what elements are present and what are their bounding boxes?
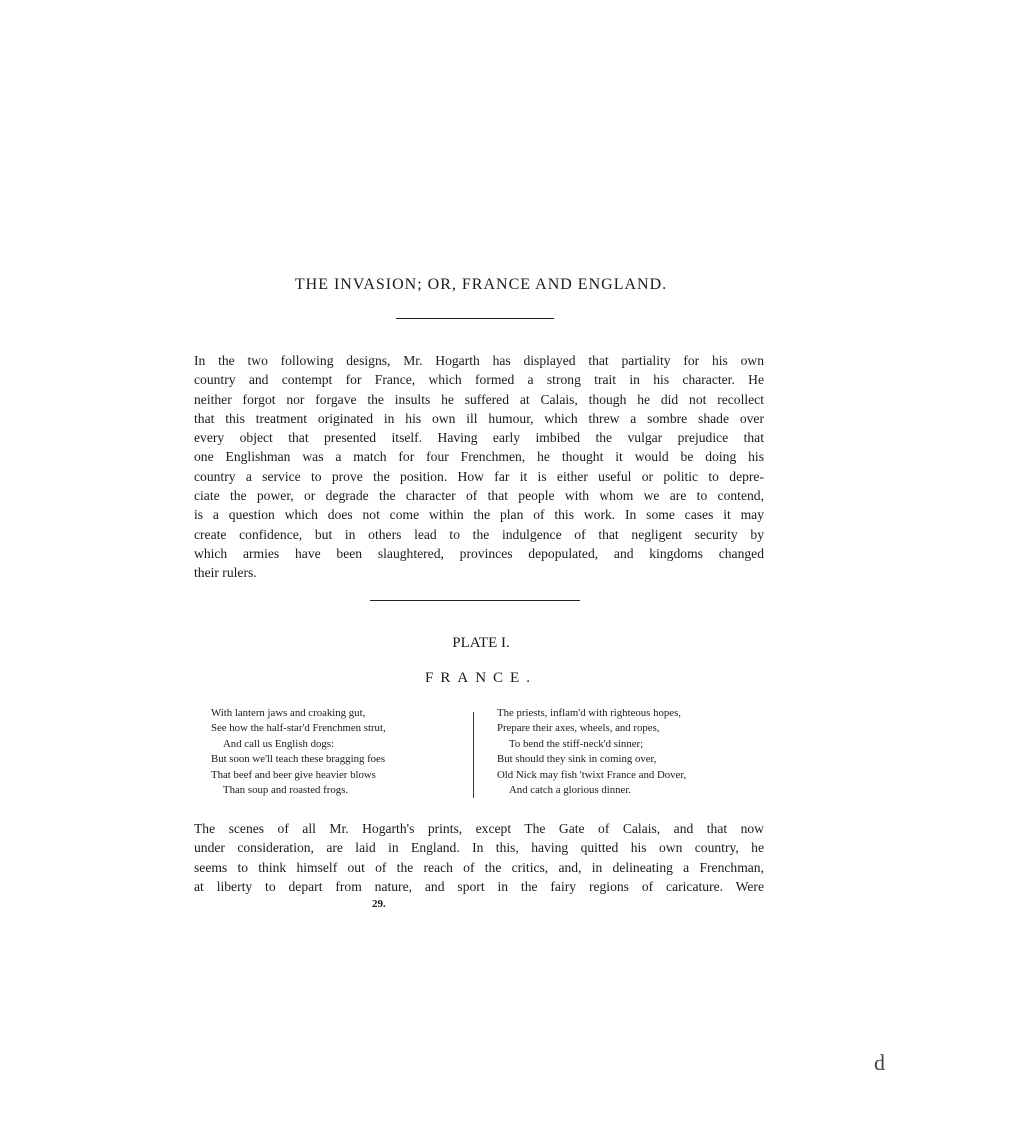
verse-line: See how the half-star'd Frenchmen strut, (211, 722, 386, 735)
intro-line: which armies have been slaughtered, provinces depopulated, and kingdoms changed (194, 545, 764, 561)
intro-line: neither forgot nor forgave the insults he suffered at Calais, though he did not recollect (194, 391, 764, 407)
body-line: seems to think himself out of the reach of the critics, and, in delineating a Frenchman, (194, 859, 764, 875)
verse-line: And catch a glorious dinner. (509, 784, 632, 797)
section-divider (370, 600, 580, 601)
intro-line: country and contempt for France, which formed a strong trait in his character. He (194, 372, 764, 388)
intro-line: one Englishman was a match for four Frenchmen, he thought it would be doing his (194, 449, 764, 465)
body-paragraph (194, 819, 764, 896)
verse-line: And call us English dogs: (223, 737, 334, 750)
body-line: at liberty to depart from nature, and sport in the fairy regions of caricature. Were (194, 878, 764, 894)
verse-line: Than soup and roasted frogs. (223, 784, 349, 797)
verse-line: But soon we'll teach these bragging foes (211, 753, 386, 766)
corner-mark: d (874, 1050, 885, 1075)
verse-divider (473, 712, 474, 798)
verse-right (497, 706, 686, 798)
intro-line: is a question which does not come within the plan of this work. In some cases it may (194, 507, 764, 523)
verse-line: That beef and beer give heavier blows (211, 768, 376, 781)
plate-subheading: FRANCE. (425, 670, 537, 686)
intro-line: every object that presented itself. Having early imbibed the vulgar prejudice that (194, 430, 764, 446)
page-title: THE INVASION; OR, FRANCE AND ENGLAND. (294, 276, 668, 293)
intro-line: ciate the power, or degrade the character of that people with whom we are to contend, (194, 488, 764, 504)
verse-line: But should they sink in coming over, (497, 753, 657, 766)
intro-line: create confidence, but in others lead to the indulgence of that negligent security by (194, 526, 764, 542)
body-line: under consideration, are laid in England. In this, having quitted his own country, he (194, 840, 764, 856)
verse-left (211, 706, 386, 798)
body-line: The scenes of all Mr. Hogarth's prints, except The Gate of Calais, and that now (194, 821, 764, 836)
verse-line: The priests, inflam'd with righteous hopes, (497, 707, 681, 719)
verse-line: Prepare their axes, wheels, and ropes, (497, 722, 660, 735)
verse-line: Old Nick may fish 'twixt France and Dover, (497, 768, 687, 781)
plate-heading: PLATE I. (452, 635, 510, 651)
page-number: 29. (372, 898, 386, 910)
intro-line: their rulers. (194, 565, 257, 581)
intro-line: In the two following designs, Mr. Hogarth has displayed that partiality for his own (194, 353, 764, 368)
verse-line: To bend the stiff-neck'd sinner; (509, 737, 644, 750)
title-divider (396, 318, 554, 319)
intro-line: that this treatment originated in his own ill humour, which threw a sombre shade over (194, 410, 764, 426)
intro-paragraph (194, 351, 764, 583)
intro-line: country a service to prove the position. How far it is either useful or politic to depre- (194, 468, 764, 484)
verse-line: With lantern jaws and croaking gut, (211, 707, 366, 719)
